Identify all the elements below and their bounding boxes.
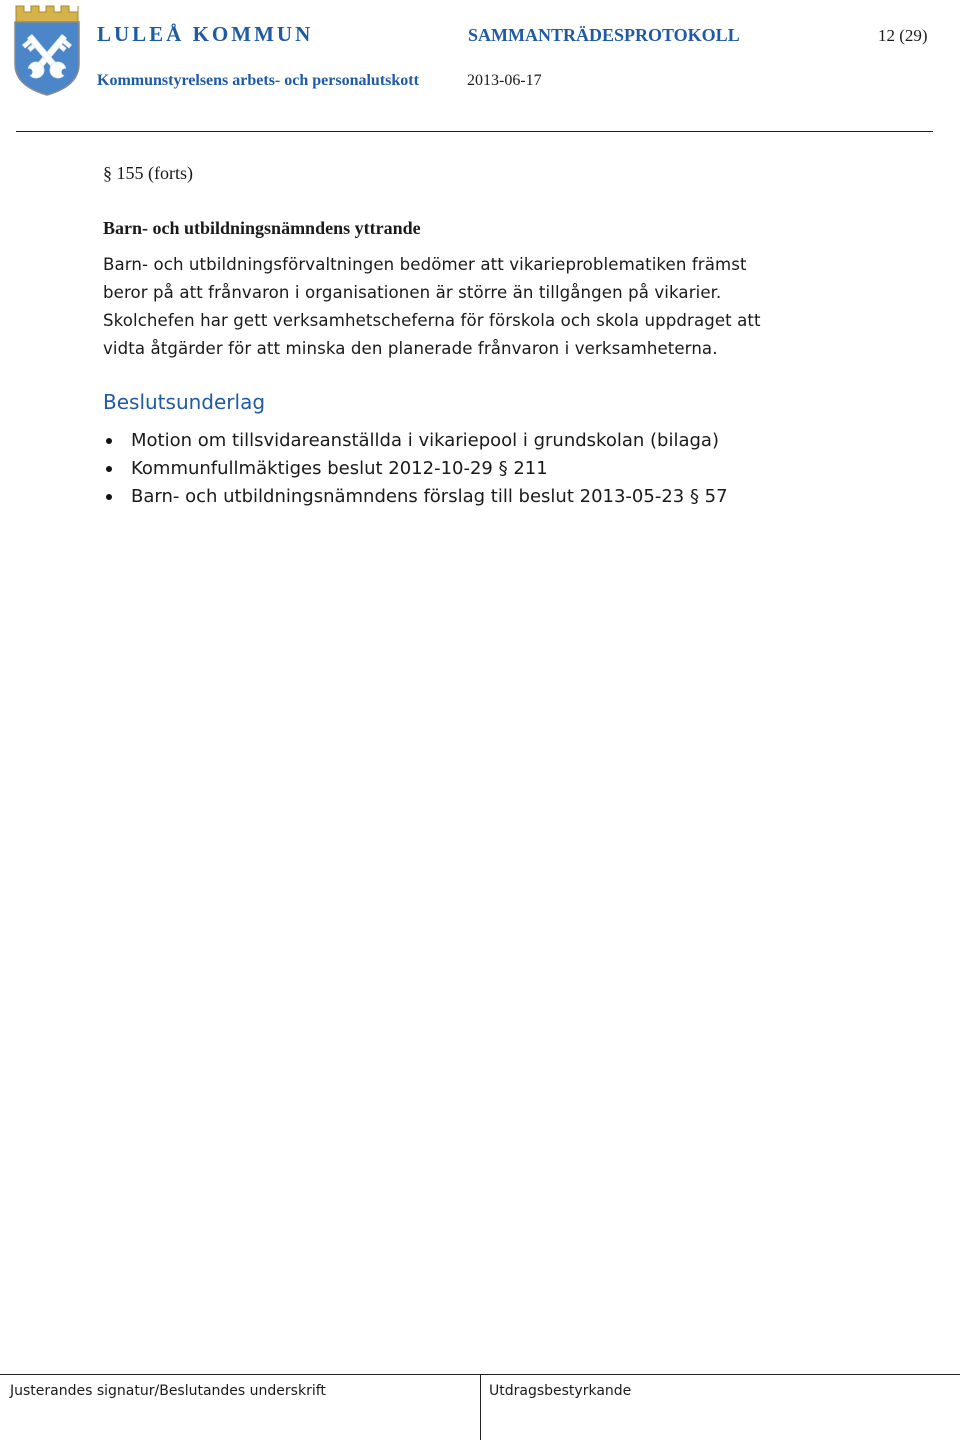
signature-label: Justerandes signatur/Beslutandes underskrift: [10, 1383, 326, 1399]
statement-line: Barn- och utbildningsförvaltningen bedömer att vikarieproblematiken främst: [103, 255, 747, 274]
list-item: Kommunfullmäktiges beslut 2012-10-29 § 211: [103, 455, 823, 483]
list-item: Barn- och utbildningsnämndens förslag till beslut 2013-05-23 § 57: [103, 483, 823, 511]
statement-line: vidta åtgärder för att minska den planerade frånvaron i verksamheterna.: [103, 339, 718, 358]
protocol-content: [103, 160, 823, 511]
certification-label: Utdragsbestyrkande: [489, 1383, 632, 1399]
signature-footer: [0, 1374, 960, 1440]
decision-basis-list: [103, 427, 823, 511]
meeting-date: 2013-06-17: [467, 72, 542, 89]
header-divider: [16, 131, 933, 132]
paragraph-reference: § 155 (forts): [103, 163, 193, 183]
organization-name: LULEÅ KOMMUN: [97, 22, 314, 46]
statement-paragraph: [103, 251, 823, 363]
list-item: Motion om tillsvidareanställda i vikariepool i grundskolan (bilaga): [103, 427, 823, 455]
statement-line: Skolchefen har gett verksamhetscheferna för förskola och skola uppdraget att: [103, 311, 761, 330]
statement-line: beror på att frånvaron i organisationen är större än tillgången på vikarier.: [103, 283, 722, 302]
decision-basis-heading: Beslutsunderlag: [103, 390, 266, 414]
committee-name: Kommunstyrelsens arbets- och personalutskott: [97, 72, 419, 89]
page-indicator: 12 (29): [878, 26, 928, 45]
lulea-coat-of-arms-icon: [12, 2, 82, 96]
section-heading: Barn- och utbildningsnämndens yttrande: [103, 218, 421, 238]
footer-divider: [480, 1375, 481, 1440]
document-type: SAMMANTRÄDESPROTOKOLL: [468, 25, 740, 45]
